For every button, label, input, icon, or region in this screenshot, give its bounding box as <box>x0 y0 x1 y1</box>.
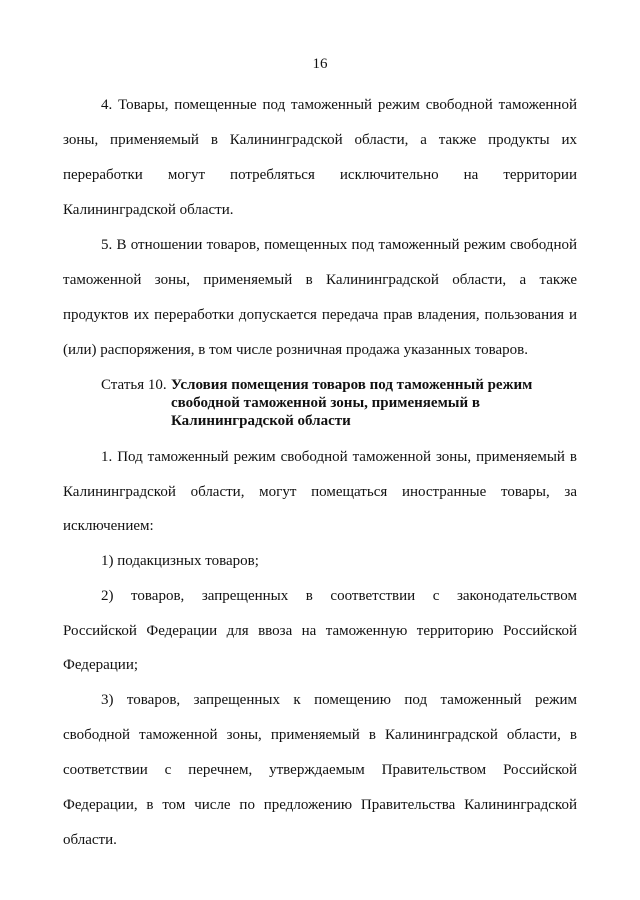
clause-1-line-1: 1. Под таможенный режим свободной таможенной зоны, применяемый в <box>101 449 577 465</box>
article-title-line-1: Условия помещения товаров под таможенный режим <box>171 377 533 393</box>
item-2-line-3: Федерации; <box>63 657 139 673</box>
article-title-line-3: Калининградской области <box>171 413 351 429</box>
paragraph-5-line-2: таможенной зоны, применяемый в Калининградской области, а также <box>63 272 577 288</box>
item-3-line-5: области. <box>63 832 117 848</box>
item-3-line-2: свободной таможенной зоны, применяемый в Калининградской области, в <box>63 727 577 743</box>
paragraph-4-line-4: Калининградской области. <box>63 202 234 218</box>
item-3-line-4: Федерации, в том числе по предложению Правительства Калининградской <box>63 797 577 813</box>
clause-1-line-3: исключением: <box>63 518 154 534</box>
paragraph-4-line-1: 4. Товары, помещенные под таможенный режим свободной таможенной <box>101 97 577 113</box>
item-2-line-2: Российской Федерации для ввоза на таможенную территорию Российской <box>63 623 577 639</box>
clause-1-line-2: Калининградской области, могут помещаться иностранные товары, за <box>63 484 577 500</box>
article-label: Статья 10. <box>101 377 167 393</box>
paragraph-5-line-4: (или) распоряжения, в том числе розничная продажа указанных товаров. <box>63 342 528 358</box>
item-2-line-1: 2) товаров, запрещенных в соответствии с законодательством <box>101 588 577 604</box>
paragraph-5-line-1: 5. В отношении товаров, помещенных под таможенный режим свободной <box>101 237 577 253</box>
page-number: 16 <box>312 56 328 72</box>
item-3-line-1: 3) товаров, запрещенных к помещению под таможенный режим <box>101 692 577 708</box>
article-title-line-2: свободной таможенной зоны, применяемый в <box>171 395 480 411</box>
paragraph-4-line-2: зоны, применяемый в Калининградской области, а также продукты их <box>63 132 577 148</box>
item-3-line-3: соответствии с перечнем, утверждаемым Правительством Российской <box>63 762 577 778</box>
paragraph-4-line-3: переработки могут потребляться исключительно на территории <box>63 167 577 183</box>
paragraph-5-line-3: продуктов их переработки допускается передача прав владения, пользования и <box>63 307 577 323</box>
item-1-line-1: 1) подакцизных товаров; <box>101 553 259 569</box>
